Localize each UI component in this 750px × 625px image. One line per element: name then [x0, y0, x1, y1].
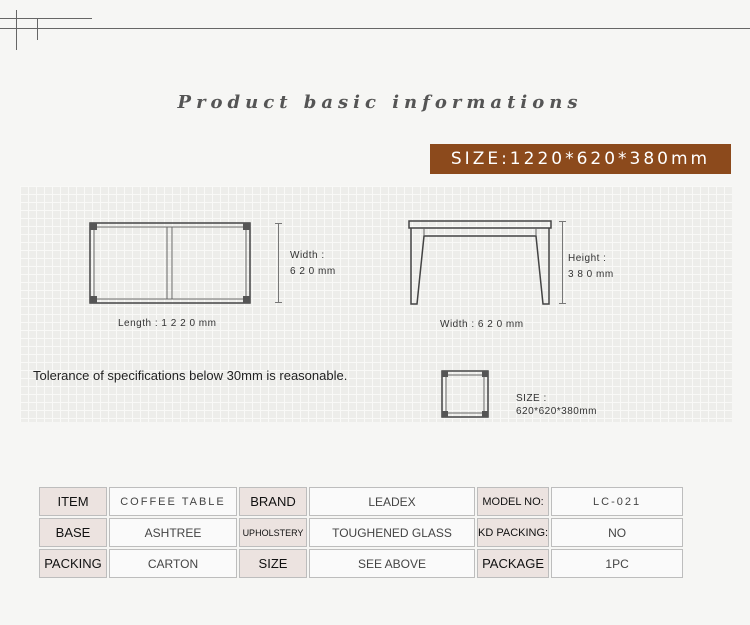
front-view-height-label: Height : — [568, 253, 607, 264]
page-title: Product basic informations — [177, 92, 583, 113]
spec-key: UPHOLSTERY — [239, 518, 307, 547]
spec-key: BASE — [39, 518, 107, 547]
spec-value: NO — [551, 518, 683, 547]
spec-value: ASHTREE — [109, 518, 237, 547]
spec-table — [37, 485, 685, 580]
small-table-size-value: 620*620*380mm — [516, 406, 597, 417]
top-view-width-value: 6 2 0 mm — [290, 266, 336, 277]
spec-value: 1PC — [551, 549, 683, 578]
spec-value: COFFEE TABLE — [109, 487, 237, 516]
spec-key: ITEM — [39, 487, 107, 516]
spec-key: PACKING — [39, 549, 107, 578]
table-row — [39, 518, 683, 547]
top-view-length-label: Length : 1 2 2 0 mm — [118, 318, 217, 329]
spec-value: SEE ABOVE — [309, 549, 475, 578]
top-view-drawing — [85, 218, 285, 308]
table-row — [39, 487, 683, 516]
table-row — [39, 549, 683, 578]
top-view-width-label: Width : — [290, 250, 325, 261]
spec-key: KD PACKING: — [477, 518, 549, 547]
spec-key: MODEL NO: — [477, 487, 549, 516]
spec-value: LC-021 — [551, 487, 683, 516]
header-rule — [0, 0, 750, 60]
spec-value: LEADEX — [309, 487, 475, 516]
size-banner: SIZE:1220*620*380mm — [430, 144, 731, 174]
small-table-size-label: SIZE : — [516, 393, 547, 404]
spec-key: SIZE — [239, 549, 307, 578]
small-table-drawing — [438, 368, 494, 420]
spec-value: TOUGHENED GLASS — [309, 518, 475, 547]
spec-key: PACKAGE — [477, 549, 549, 578]
front-view-height-value: 3 8 0 mm — [568, 269, 614, 280]
tolerance-note: Tolerance of specifications below 30mm is reasonable. — [33, 368, 348, 383]
spec-value: CARTON — [109, 549, 237, 578]
front-view-width-label: Width : 6 2 0 mm — [440, 319, 524, 330]
spec-key: BRAND — [239, 487, 307, 516]
front-view-drawing — [400, 214, 580, 314]
